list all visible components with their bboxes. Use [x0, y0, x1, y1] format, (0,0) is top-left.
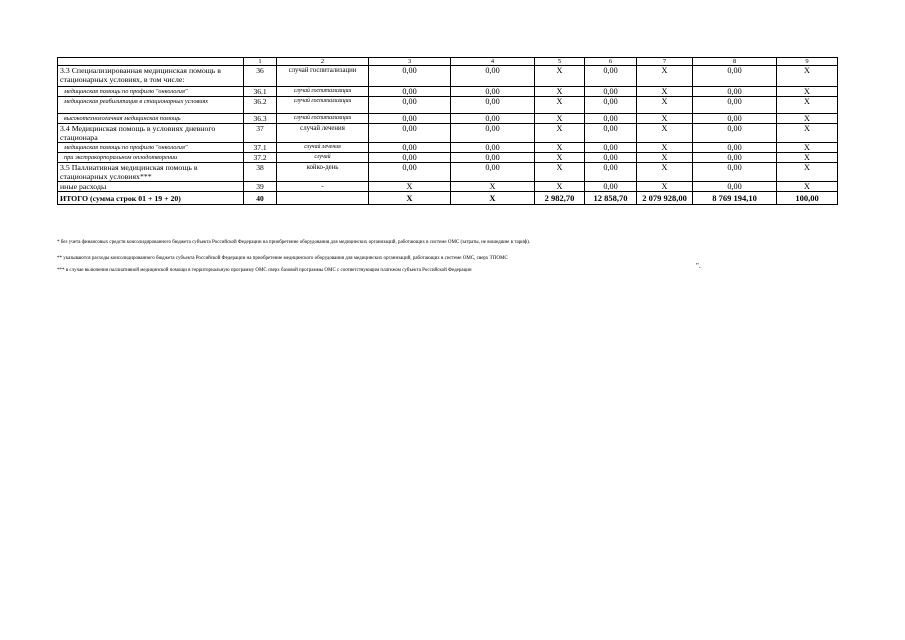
value-cell: 0,00 [585, 97, 637, 114]
row-number-cell: 38 [244, 163, 277, 182]
value-cell: X [535, 153, 585, 163]
value-cell: X [451, 182, 535, 192]
value-cell: 0,00 [585, 182, 637, 192]
value-cell: 0,00 [585, 114, 637, 124]
value-cell: 0,00 [369, 114, 451, 124]
footnote-1: * без учета финансовых средств консолидированного бюджета субъекта Российской Федерации на приобретение оборудования для медицинских организаций, работающих в системе ОМС (затраты, не вошедшие в тариф). [57, 240, 531, 245]
value-cell: 0,00 [585, 66, 637, 87]
row-number-cell: 37 [244, 124, 277, 143]
value-cell: 0,00 [451, 114, 535, 124]
value-cell: X [637, 143, 693, 153]
value-cell: X [535, 143, 585, 153]
total-row [58, 192, 838, 205]
header-cell: 6 [585, 58, 637, 66]
value-cell: 0,00 [451, 143, 535, 153]
row-name-cell: 3.5 Паллиативная медицинская помощь в стационарных условиях*** [58, 163, 244, 182]
unit-cell: случай лечения [277, 143, 369, 153]
value-cell: X [637, 124, 693, 143]
row-number-cell: 36.2 [244, 97, 277, 114]
total-value-cell: 2 079 928,00 [637, 192, 693, 205]
value-cell: 0,00 [693, 143, 777, 153]
value-cell: 0,00 [451, 97, 535, 114]
total-value-cell: 100,00 [777, 192, 838, 205]
value-cell: 0,00 [451, 163, 535, 182]
value-cell: 0,00 [451, 87, 535, 97]
table-row [58, 143, 838, 153]
value-cell: X [535, 163, 585, 182]
value-cell: X [535, 87, 585, 97]
footnote-3: *** в случае включения паллиативной медицинской помощи в территориальную программу ОМС сверх базовой программы ОМС с соответствующим платежом субъекта Российской Федерации [57, 268, 472, 273]
value-cell: 0,00 [693, 182, 777, 192]
total-value-cell: 2 982,70 [535, 192, 585, 205]
header-row [58, 58, 838, 66]
unit-cell: случай госпитализации [277, 66, 369, 87]
table-row [58, 153, 838, 163]
unit-cell [277, 192, 369, 205]
unit-cell: случай госпитализации [277, 97, 369, 114]
row-number-cell: 36 [244, 66, 277, 87]
row-name-cell: медицинская помощь по профилю "онкология" [58, 87, 244, 97]
row-name-cell: 3.3 Специализированная медицинская помощь в стационарных условиях, в том числе: [58, 66, 244, 87]
value-cell: X [535, 124, 585, 143]
value-cell: 0,00 [693, 153, 777, 163]
value-cell: X [777, 114, 838, 124]
value-cell: 0,00 [451, 153, 535, 163]
unit-cell: - [277, 182, 369, 192]
row-number-cell: 36.3 [244, 114, 277, 124]
row-number-cell: 40 [244, 192, 277, 205]
value-cell: 0,00 [585, 87, 637, 97]
header-cell: 9 [777, 58, 838, 66]
table-row [58, 124, 838, 143]
value-cell: 0,00 [693, 124, 777, 143]
row-name-cell: медицинская реабилитация в стационарных условиях [58, 97, 244, 114]
value-cell: 0,00 [693, 114, 777, 124]
value-cell: 0,00 [585, 163, 637, 182]
unit-cell: случай госпитализации [277, 87, 369, 97]
value-cell: 0,00 [369, 143, 451, 153]
table-row [58, 163, 838, 182]
total-value-cell: 8 769 194,10 [693, 192, 777, 205]
table-row [58, 87, 838, 97]
value-cell: X [637, 114, 693, 124]
header-cell [58, 58, 244, 66]
row-name-cell: 3.4 Медицинская помощь в условиях дневного стационара [58, 124, 244, 143]
header-cell: 7 [637, 58, 693, 66]
header-cell: 1 [244, 58, 277, 66]
header-cell: 4 [451, 58, 535, 66]
value-cell: X [637, 66, 693, 87]
unit-cell: случай госпитализации [277, 114, 369, 124]
table-row [58, 66, 838, 87]
total-value-cell: X [451, 192, 535, 205]
header-cell: 5 [535, 58, 585, 66]
value-cell: X [777, 87, 838, 97]
row-number-cell: 37.1 [244, 143, 277, 153]
value-cell: 0,00 [693, 87, 777, 97]
header-cell: 2 [277, 58, 369, 66]
value-cell: 0,00 [369, 87, 451, 97]
value-cell: 0,00 [693, 97, 777, 114]
table-row [58, 97, 838, 114]
total-label-cell: ИТОГО (сумма строк 01 + 19 + 20) [58, 192, 244, 205]
table-body [58, 58, 838, 205]
row-name-cell: иные расходы [58, 182, 244, 192]
value-cell: 0,00 [693, 163, 777, 182]
value-cell: 0,00 [369, 97, 451, 114]
value-cell: 0,00 [585, 124, 637, 143]
value-cell: X [637, 153, 693, 163]
row-number-cell: 37.2 [244, 153, 277, 163]
value-cell: X [535, 182, 585, 192]
row-name-cell: медицинская помощь по профилю "онкология" [58, 143, 244, 153]
value-cell: 0,00 [369, 153, 451, 163]
header-cell: 3 [369, 58, 451, 66]
value-cell: 0,00 [369, 66, 451, 87]
value-cell: X [777, 66, 838, 87]
value-cell: X [369, 182, 451, 192]
footnote-2: ** указываются расходы консолидированного бюджета субъекта Российской Федерации на приобретение медицинского оборудования для медицинских организаций, работающих в системе ОМС, сверх ТПОМС [57, 256, 508, 261]
total-value-cell: 12 858,70 [585, 192, 637, 205]
total-value-cell: X [369, 192, 451, 205]
value-cell: X [535, 97, 585, 114]
value-cell: 0,00 [585, 153, 637, 163]
unit-cell: случай лечения [277, 124, 369, 143]
unit-cell: койко-день [277, 163, 369, 182]
value-cell: 0,00 [451, 66, 535, 87]
value-cell: X [777, 153, 838, 163]
table-row [58, 114, 838, 124]
value-cell: X [777, 182, 838, 192]
row-number-cell: 39 [244, 182, 277, 192]
value-cell: X [777, 124, 838, 143]
value-cell: 0,00 [693, 66, 777, 87]
value-cell: X [637, 97, 693, 114]
value-cell: X [777, 143, 838, 153]
value-cell: X [637, 163, 693, 182]
expenditure-table [57, 57, 838, 205]
value-cell: X [637, 182, 693, 192]
value-cell: 0,00 [451, 124, 535, 143]
value-cell: 0,00 [369, 124, 451, 143]
value-cell: 0,00 [585, 143, 637, 153]
row-name-cell: при экстракорпоральном оплодотворении [58, 153, 244, 163]
value-cell: X [777, 97, 838, 114]
table-row [58, 182, 838, 192]
header-cell: 8 [693, 58, 777, 66]
value-cell: 0,00 [369, 163, 451, 182]
value-cell: X [637, 87, 693, 97]
value-cell: X [535, 114, 585, 124]
closing-quote: ". [696, 262, 701, 270]
value-cell: X [777, 163, 838, 182]
value-cell: X [535, 66, 585, 87]
unit-cell: случай [277, 153, 369, 163]
row-number-cell: 36.1 [244, 87, 277, 97]
row-name-cell: высокотехнологичная медицинская помощь [58, 114, 244, 124]
